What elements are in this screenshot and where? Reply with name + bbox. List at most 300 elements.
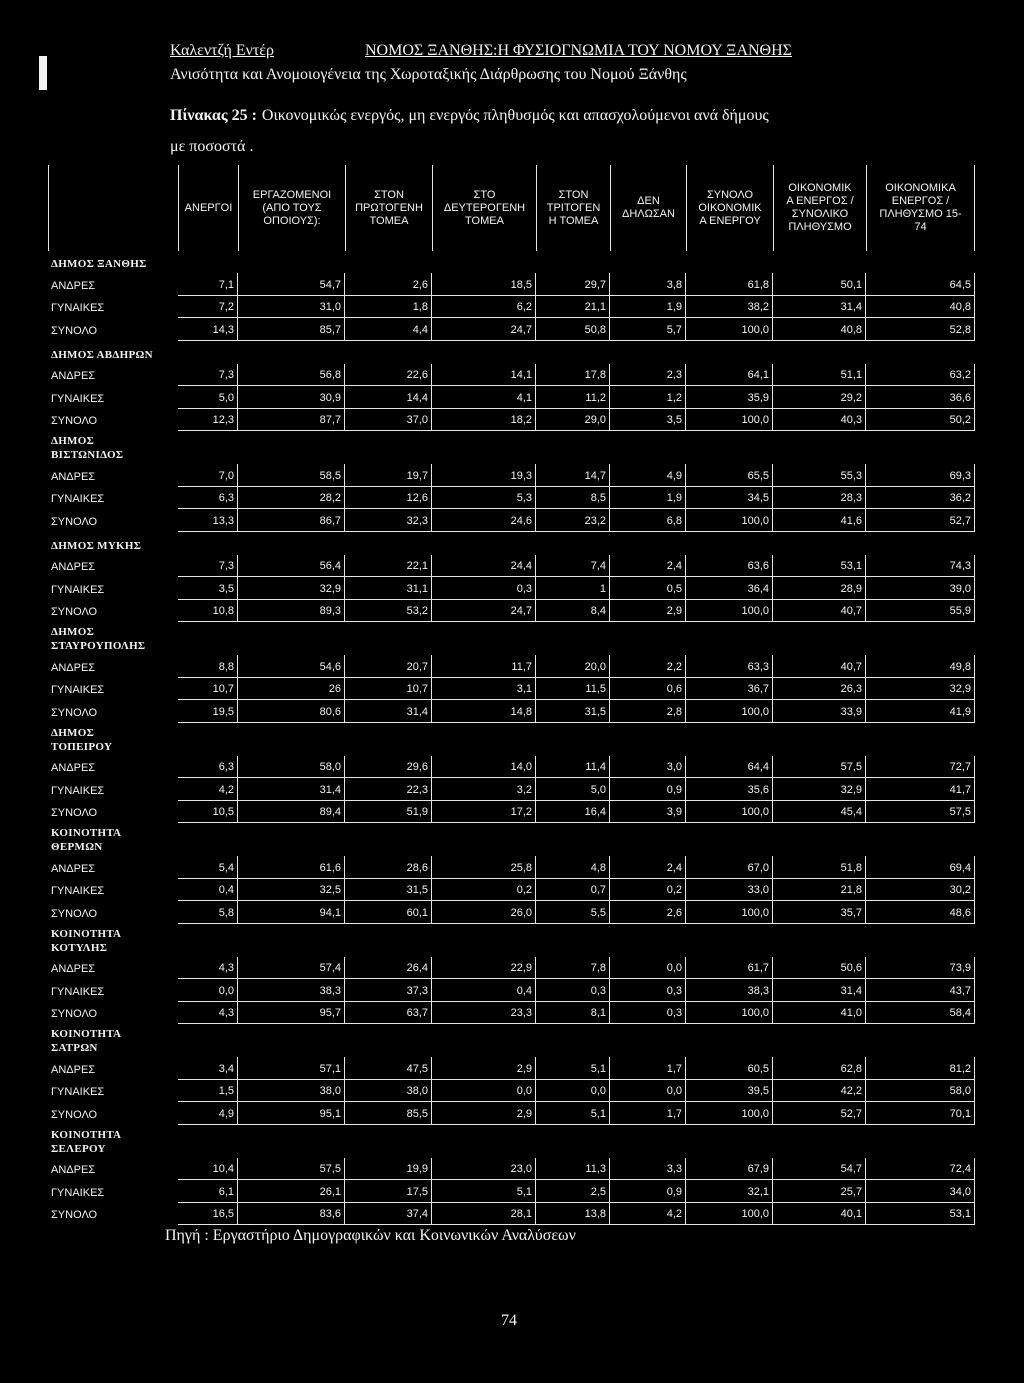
table-cell: 17,8 — [536, 364, 610, 386]
table-cell: 7,1 — [178, 273, 238, 296]
table-cell: 53,1 — [773, 555, 866, 577]
text-line: Α ΕΝΕΡΓΟΥ — [699, 214, 761, 227]
group-heading — [48, 431, 178, 464]
table-caption-label: Πίνακας 25 : — [170, 107, 257, 124]
table-cell: 14,7 — [536, 464, 610, 487]
table-cell: 85,7 — [238, 318, 345, 341]
text-line: ΣΤΟΝ — [374, 188, 404, 201]
table-caption-continuation: με ποσοστά . — [170, 138, 254, 155]
table-cell: 4,9 — [610, 464, 686, 487]
table-cell: 2,4 — [610, 856, 686, 879]
row-label: ΓΥΝΑΙΚΕΣ — [51, 584, 105, 596]
row-label: ΣΥΝΟΛΟ — [51, 606, 98, 618]
table-cell: 57,5 — [238, 1158, 345, 1180]
table-cell: 7,4 — [536, 555, 610, 577]
table-cell: 94,1 — [238, 901, 345, 924]
column-header — [178, 165, 238, 251]
table-cell: 61,6 — [238, 856, 345, 879]
text-line: ΘΕΡΜΩΝ — [51, 841, 103, 853]
table-cell: 28,9 — [773, 577, 866, 600]
table-cell: 22,9 — [432, 957, 536, 979]
table-cell: 1,9 — [610, 296, 686, 318]
table-cell: 57,4 — [238, 957, 345, 979]
table-cell: 0,7 — [536, 879, 610, 901]
table-cell: 23,0 — [432, 1158, 536, 1180]
table-cell: 3,1 — [432, 678, 536, 700]
text-line: (ΑΠΟ ΤΟΥΣ — [262, 201, 322, 214]
table-cell: 31,4 — [345, 700, 432, 723]
table-cell: 31,4 — [238, 778, 345, 801]
table-cell: 13,8 — [536, 1203, 610, 1225]
table-cell: 58,4 — [866, 1002, 975, 1024]
text-line: ΣΕΛΕΡΟΥ — [51, 1143, 106, 1155]
table-cell: 5,8 — [178, 901, 238, 924]
table-cell: 4,2 — [610, 1203, 686, 1225]
column-header — [773, 165, 866, 251]
table-cell: 61,8 — [686, 273, 773, 296]
row-label: ΑΝΔΡΕΣ — [51, 280, 96, 292]
text-line: ΚΟΙΝΟΤΗΤΑ — [51, 827, 122, 839]
table-cell: 0,0 — [536, 1080, 610, 1102]
table-cell: 17,5 — [345, 1180, 432, 1203]
table-cell: 54,7 — [773, 1158, 866, 1180]
table-cell: 10,5 — [178, 801, 238, 823]
table-cell: 28,6 — [345, 856, 432, 879]
table-cell: 8,4 — [536, 600, 610, 622]
column-header — [238, 165, 345, 251]
row-label: ΣΥΝΟΛΟ — [51, 415, 98, 427]
table-cell: 4,2 — [178, 778, 238, 801]
text-line: ΟΠΟΙΟΥΣ): — [263, 214, 321, 227]
text-line: ΚΟΙΝΟΤΗΤΑ — [51, 1028, 122, 1040]
table-cell: 26,1 — [238, 1180, 345, 1203]
table-cell: 0,5 — [610, 577, 686, 600]
table-cell: 7,8 — [536, 957, 610, 979]
table-cell: 20,0 — [536, 655, 610, 678]
text-line: ΤΟΠΕΙΡΟΥ — [51, 741, 113, 753]
table-cell: 24,6 — [432, 509, 536, 532]
table-cell: 32,9 — [238, 577, 345, 600]
table-cell: 2,4 — [610, 555, 686, 577]
table-cell: 36,4 — [686, 577, 773, 600]
row-label: ΓΥΝΑΙΚΕΣ — [51, 986, 105, 998]
table-cell: 2,6 — [610, 901, 686, 924]
text-line: ΟΙΚΟΝΟΜΙΚΑ — [885, 182, 956, 194]
table-cell: 14,4 — [345, 386, 432, 409]
table-cell: 3,4 — [178, 1057, 238, 1080]
table-cell: 8,5 — [536, 487, 610, 509]
table-cell: 3,2 — [432, 778, 536, 801]
running-header-author: Καλεντζή Εντέρ — [170, 42, 274, 59]
row-label: ΑΝΔΡΕΣ — [51, 662, 96, 674]
table-cell: 40,3 — [773, 409, 866, 431]
table-cell: 38,3 — [238, 979, 345, 1002]
table-cell: 5,0 — [178, 386, 238, 409]
table-cell: 4,3 — [178, 1002, 238, 1024]
table-cell: 7,0 — [178, 464, 238, 487]
table-cell: 53,2 — [345, 600, 432, 622]
table-cell: 4,4 — [345, 318, 432, 341]
table-cell: 19,7 — [345, 464, 432, 487]
running-header-subtitle: Ανισότητα και Ανομοιογένεια της Χωροταξικής Διάρθρωσης του Νομού Ξάνθης — [170, 66, 687, 83]
table-cell: 2,9 — [432, 1057, 536, 1080]
row-label: ΣΥΝΟΛΟ — [51, 807, 98, 819]
table-cell: 35,7 — [773, 901, 866, 924]
table-cell: 42,2 — [773, 1080, 866, 1102]
table-cell: 70,1 — [866, 1102, 975, 1125]
row-label: ΣΥΝΟΛΟ — [51, 325, 98, 337]
table-cell: 47,5 — [345, 1057, 432, 1080]
table-cell: 49,8 — [866, 655, 975, 678]
table-cell: 10,8 — [178, 600, 238, 622]
text-line: ΔΗΜΟΣ ΜΥΚΗΣ — [51, 540, 142, 552]
table-cell: 14,8 — [432, 700, 536, 723]
table-cell: 36,7 — [686, 678, 773, 700]
table-cell: 64,1 — [686, 364, 773, 386]
table-cell: 74,3 — [866, 555, 975, 577]
table-cell: 0,0 — [610, 957, 686, 979]
table-cell: 0,0 — [178, 979, 238, 1002]
table-cell: 0,2 — [610, 879, 686, 901]
column-header — [536, 165, 610, 251]
group-heading — [48, 1125, 178, 1158]
table-cell: 31,5 — [345, 879, 432, 901]
text-line: ΚΟΤΥΛΗΣ — [51, 942, 108, 954]
table-cell: 36,2 — [866, 487, 975, 509]
table-cell: 100,0 — [686, 700, 773, 723]
table-cell: 0,3 — [610, 979, 686, 1002]
group-heading — [48, 532, 178, 555]
text-line: ΠΛΗΘΥΣΜΟ 15- — [879, 208, 962, 220]
column-header — [610, 165, 686, 251]
table-cell: 87,7 — [238, 409, 345, 431]
row-label: ΓΥΝΑΙΚΕΣ — [51, 1187, 105, 1199]
table-cell: 0,3 — [536, 979, 610, 1002]
table-cell: 81,2 — [866, 1057, 975, 1080]
table-cell: 52,8 — [866, 318, 975, 341]
table-cell: 2,9 — [610, 600, 686, 622]
table-cell: 0,9 — [610, 1180, 686, 1203]
table-cell: 19,3 — [432, 464, 536, 487]
table-cell: 11,3 — [536, 1158, 610, 1180]
text-line: ΒΙΣΤΩΝΙΔΟΣ — [51, 449, 124, 461]
table-cell: 19,5 — [178, 700, 238, 723]
table-cell: 43,7 — [866, 979, 975, 1002]
table-cell: 67,0 — [686, 856, 773, 879]
table-cell: 62,8 — [773, 1057, 866, 1080]
table-cell: 1,8 — [345, 296, 432, 318]
text-line: ΚΟΙΝΟΤΗΤΑ — [51, 928, 122, 940]
table-cell: 69,4 — [866, 856, 975, 879]
table-cell: 31,5 — [536, 700, 610, 723]
text-line: ΤΟΜΕΑ — [465, 214, 504, 227]
row-label: ΓΥΝΑΙΚΕΣ — [51, 302, 105, 314]
text-line: ΔΗΜΟΣ ΞΑΝΘΗΣ — [51, 258, 147, 270]
table-cell: 29,2 — [773, 386, 866, 409]
table-cell: 40,8 — [773, 318, 866, 341]
table-cell: 55,3 — [773, 464, 866, 487]
table-cell: 35,6 — [686, 778, 773, 801]
row-label: ΑΝΔΡΕΣ — [51, 863, 96, 875]
row-label: ΣΥΝΟΛΟ — [51, 1109, 98, 1121]
table-cell: 1,7 — [610, 1102, 686, 1125]
table-cell: 24,4 — [432, 555, 536, 577]
table-cell: 67,9 — [686, 1158, 773, 1180]
text-line: ΔΗΜΟΣ ΑΒΔΗΡΩΝ — [51, 349, 153, 361]
text-line: ΣΥΝΟΛΟ — [706, 188, 754, 201]
table-cell: 50,2 — [866, 409, 975, 431]
table-cell: 0,4 — [178, 879, 238, 901]
table-cell: 57,5 — [773, 756, 866, 778]
table-cell: 19,9 — [345, 1158, 432, 1180]
table-cell: 34,5 — [686, 487, 773, 509]
table-cell: 64,5 — [866, 273, 975, 296]
table-cell: 72,4 — [866, 1158, 975, 1180]
table-cell: 16,5 — [178, 1203, 238, 1225]
table-cell: 8,1 — [536, 1002, 610, 1024]
table-cell: 40,1 — [773, 1203, 866, 1225]
table-cell: 17,2 — [432, 801, 536, 823]
table-cell: 5,4 — [178, 856, 238, 879]
table-cell: 32,9 — [866, 678, 975, 700]
table-cell: 11,4 — [536, 756, 610, 778]
table-cell: 50,6 — [773, 957, 866, 979]
row-label: ΣΥΝΟΛΟ — [51, 516, 98, 528]
table-cell: 0,0 — [610, 1080, 686, 1102]
table-cell: 1 — [536, 577, 610, 600]
table-cell: 64,4 — [686, 756, 773, 778]
table-cell: 26,4 — [345, 957, 432, 979]
table-cell: 63,2 — [866, 364, 975, 386]
table-cell: 41,0 — [773, 1002, 866, 1024]
table-cell: 100,0 — [686, 509, 773, 532]
table-cell: 1,9 — [610, 487, 686, 509]
table-cell: 3,8 — [610, 273, 686, 296]
table-cell: 100,0 — [686, 318, 773, 341]
table-cell: 37,3 — [345, 979, 432, 1002]
table-cell: 8,8 — [178, 655, 238, 678]
table-cell: 7,2 — [178, 296, 238, 318]
table-cell: 16,4 — [536, 801, 610, 823]
table-cell: 24,7 — [432, 600, 536, 622]
table-cell: 95,1 — [238, 1102, 345, 1125]
text-line: ΠΡΩΤΟΓΕΝΗ — [355, 201, 423, 214]
group-heading — [48, 723, 178, 756]
table-cell: 58,5 — [238, 464, 345, 487]
running-header-title: ΝΟΜΟΣ ΞΑΝΘΗΣ:Η ΦΥΣΙΟΓΝΩΜΙΑ ΤΟΥ ΝΟΜΟΥ ΞΑΝΘΗΣ — [365, 42, 792, 59]
header-corner — [48, 165, 178, 251]
table-cell: 52,7 — [773, 1102, 866, 1125]
table-cell: 5,0 — [536, 778, 610, 801]
table-cell: 25,7 — [773, 1180, 866, 1203]
group-heading — [48, 1024, 178, 1057]
text-line: ΕΝΕΡΓΟΣ / — [891, 195, 950, 207]
table-cell: 5,7 — [610, 318, 686, 341]
table-cell: 21,1 — [536, 296, 610, 318]
group-heading — [48, 341, 178, 364]
table-cell: 6,3 — [178, 756, 238, 778]
text-line: Η ΤΟΜΕΑ — [548, 214, 599, 227]
table-cell: 56,8 — [238, 364, 345, 386]
row-label: ΑΝΔΡΕΣ — [51, 1064, 96, 1076]
table-cell: 29,0 — [536, 409, 610, 431]
table-cell: 100,0 — [686, 1203, 773, 1225]
table-cell: 23,2 — [536, 509, 610, 532]
table-cell: 26,0 — [432, 901, 536, 924]
table-cell: 54,7 — [238, 273, 345, 296]
table-cell: 32,1 — [686, 1180, 773, 1203]
text-line: ΔΗΜΟΣ — [51, 626, 95, 638]
text-line: ΔΗΛΩΣΑΝ — [622, 208, 675, 220]
table-cell: 32,3 — [345, 509, 432, 532]
table-cell: 55,9 — [866, 600, 975, 622]
table-cell: 3,0 — [610, 756, 686, 778]
table-cell: 4,1 — [432, 386, 536, 409]
text-line: ΣΥΝΟΛΙΚΟ — [791, 208, 849, 220]
table-cell: 85,5 — [345, 1102, 432, 1125]
table-cell: 22,1 — [345, 555, 432, 577]
table-cell: 0,4 — [432, 979, 536, 1002]
table-cell: 61,7 — [686, 957, 773, 979]
table-cell: 1,5 — [178, 1080, 238, 1102]
table-cell: 30,9 — [238, 386, 345, 409]
row-label: ΑΝΔΡΕΣ — [51, 561, 96, 573]
table-cell: 7,3 — [178, 555, 238, 577]
table-cell: 69,3 — [866, 464, 975, 487]
table-cell: 10,7 — [178, 678, 238, 700]
table-cell: 100,0 — [686, 901, 773, 924]
table-cell: 40,8 — [866, 296, 975, 318]
table-cell: 89,4 — [238, 801, 345, 823]
text-line: ΔΕΝ — [637, 195, 660, 207]
table-cell: 2,6 — [345, 273, 432, 296]
table-cell: 25,8 — [432, 856, 536, 879]
table-cell: 72,7 — [866, 756, 975, 778]
table-cell: 80,6 — [238, 700, 345, 723]
row-label: ΣΥΝΟΛΟ — [51, 908, 98, 920]
table-cell: 26,3 — [773, 678, 866, 700]
table-cell: 0,3 — [610, 1002, 686, 1024]
text-line: ΟΙΚΟΝΟΜΙΚ — [698, 201, 762, 214]
table-cell: 28,2 — [238, 487, 345, 509]
table-cell: 0,9 — [610, 778, 686, 801]
table-cell: 100,0 — [686, 1002, 773, 1024]
table-cell: 3,3 — [610, 1158, 686, 1180]
text-line: 74 — [914, 221, 927, 233]
table-cell: 40,7 — [773, 600, 866, 622]
table-cell: 50,1 — [773, 273, 866, 296]
table-cell: 1,2 — [610, 386, 686, 409]
table-cell: 89,3 — [238, 600, 345, 622]
table-cell: 37,4 — [345, 1203, 432, 1225]
table-cell: 11,5 — [536, 678, 610, 700]
row-label: ΑΝΔΡΕΣ — [51, 471, 96, 483]
column-header — [432, 165, 536, 251]
table-cell: 38,2 — [686, 296, 773, 318]
group-heading — [48, 250, 178, 273]
text-line: ΤΡΙΤΟΓΕΝ — [546, 201, 601, 214]
row-label: ΑΝΔΡΕΣ — [51, 762, 96, 774]
table-cell: 22,3 — [345, 778, 432, 801]
table-cell: 41,6 — [773, 509, 866, 532]
table-cell: 22,6 — [345, 364, 432, 386]
table-cell: 10,7 — [345, 678, 432, 700]
table-cell: 2,8 — [610, 700, 686, 723]
table-cell: 41,7 — [866, 778, 975, 801]
page-number: 74 — [501, 1312, 517, 1329]
table-cell: 13,3 — [178, 509, 238, 532]
table-cell: 2,3 — [610, 364, 686, 386]
table-cell: 14,0 — [432, 756, 536, 778]
table-cell: 2,2 — [610, 655, 686, 678]
table-cell: 0,6 — [610, 678, 686, 700]
table-cell: 6,2 — [432, 296, 536, 318]
group-heading — [48, 622, 178, 655]
text-line: ΚΟΙΝΟΤΗΤΑ — [51, 1129, 122, 1141]
table-cell: 60,5 — [686, 1057, 773, 1080]
row-label: ΣΥΝΟΛΟ — [51, 1008, 98, 1020]
table-cell: 32,5 — [238, 879, 345, 901]
row-label: ΣΥΝΟΛΟ — [51, 1209, 98, 1221]
table-cell: 28,3 — [773, 487, 866, 509]
table-cell: 53,1 — [866, 1203, 975, 1225]
table-cell: 24,7 — [432, 318, 536, 341]
table-cell: 5,1 — [432, 1180, 536, 1203]
column-header — [686, 165, 773, 251]
text-line: ΑΝΕΡΓΟΙ — [184, 201, 233, 214]
table-cell: 39,0 — [866, 577, 975, 600]
table-cell: 39,5 — [686, 1080, 773, 1102]
table-cell: 7,3 — [178, 364, 238, 386]
table-cell: 5,1 — [536, 1057, 610, 1080]
table-cell: 11,2 — [536, 386, 610, 409]
table-cell: 30,2 — [866, 879, 975, 901]
table-cell: 100,0 — [686, 801, 773, 823]
table-cell: 4,3 — [178, 957, 238, 979]
table-cell: 50,8 — [536, 318, 610, 341]
table-cell: 57,5 — [866, 801, 975, 823]
table-caption-text: Οικονομικώς ενεργός, μη ενεργός πληθυσμός και απασχολούμενοι ανά δήμους — [261, 107, 769, 124]
table-cell: 54,6 — [238, 655, 345, 678]
group-heading — [48, 924, 178, 957]
table-cell: 63,6 — [686, 555, 773, 577]
table-cell: 23,3 — [432, 1002, 536, 1024]
row-label: ΑΝΔΡΕΣ — [51, 963, 96, 975]
text-line: ΣΤΑΥΡΟΥΠΟΛΗΣ — [51, 640, 146, 652]
table-cell: 29,6 — [345, 756, 432, 778]
table-cell: 0,0 — [432, 1080, 536, 1102]
row-label: ΑΝΔΡΕΣ — [51, 1164, 96, 1176]
table-cell: 40,7 — [773, 655, 866, 678]
text-line: ΕΡΓΑΖΟΜΕΝΟΙ — [252, 188, 332, 201]
text-line: ΣΑΤΡΩΝ — [51, 1042, 98, 1054]
text-line: ΔΗΜΟΣ — [51, 727, 95, 739]
table-cell: 51,8 — [773, 856, 866, 879]
row-label: ΓΥΝΑΙΚΕΣ — [51, 684, 105, 696]
table-cell: 100,0 — [686, 600, 773, 622]
table-cell: 73,9 — [866, 957, 975, 979]
text-line: ΣΤΟ — [473, 188, 496, 201]
table-cell: 48,6 — [866, 901, 975, 924]
table-cell: 3,5 — [178, 577, 238, 600]
table-cell: 56,4 — [238, 555, 345, 577]
scan-mark — [39, 56, 47, 90]
row-label: ΓΥΝΑΙΚΕΣ — [51, 885, 105, 897]
table-cell: 3,5 — [610, 409, 686, 431]
table-cell: 31,4 — [773, 979, 866, 1002]
table-cell: 95,7 — [238, 1002, 345, 1024]
table-cell: 36,6 — [866, 386, 975, 409]
